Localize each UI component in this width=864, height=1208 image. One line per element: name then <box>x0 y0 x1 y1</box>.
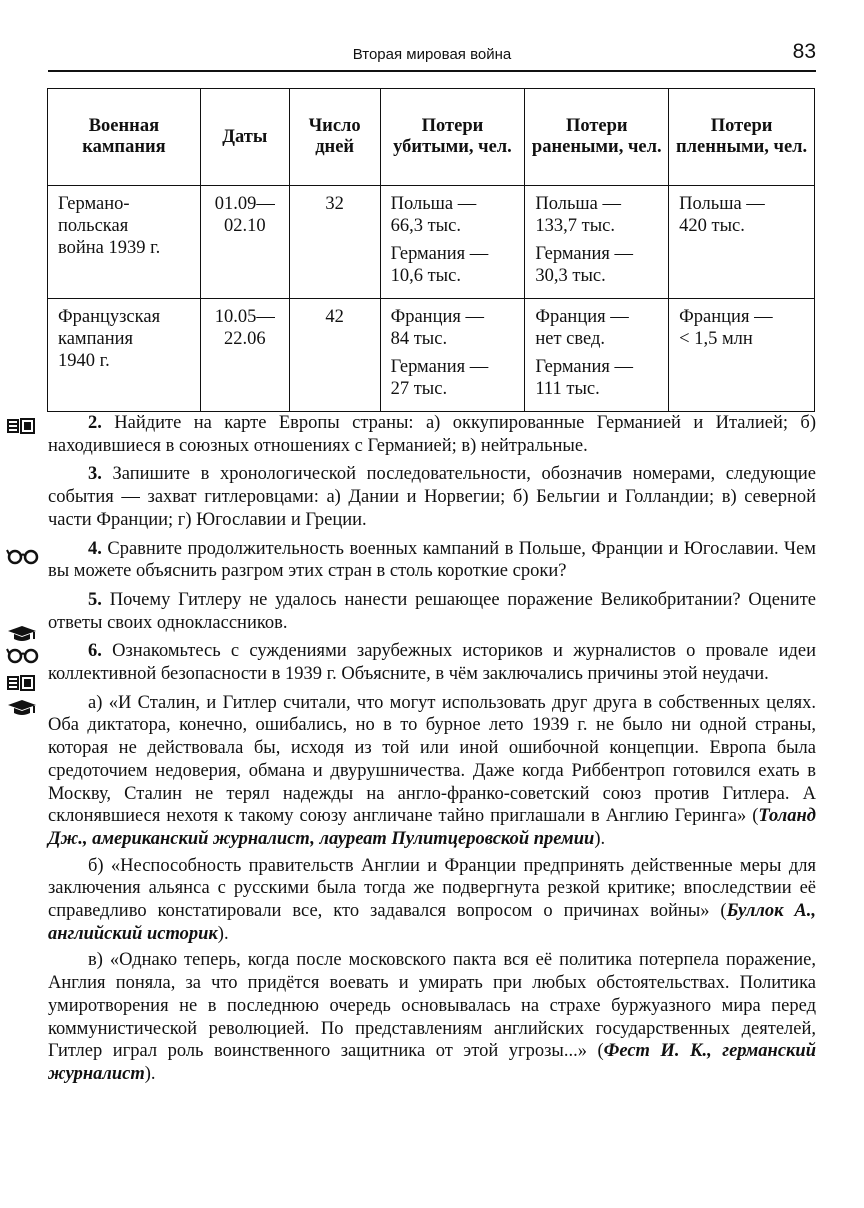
book-map-icon <box>6 416 40 436</box>
quote-text: в) «Однако теперь, когда после московского пакта вся её политика потерпела поражение, Англия поняла, за что придётся воевать и умирать при любых обстоятельствах. Политика умиротворения не в последнюю очередь основывалась на страхе буржуазного мира перед коммунистической революцией. По представлениям английских государственных деятелей, Гитлер играл роль воинственного защитника от этой угрозы...» ( <box>48 950 816 1062</box>
running-title: Вторая мировая война <box>352 46 512 63</box>
cell-text: 22.06 <box>223 329 266 349</box>
killed-cell <box>380 299 525 412</box>
captured-cell <box>669 299 815 412</box>
glasses-icon <box>6 547 40 567</box>
column-header: Потери убитыми, чел. <box>380 89 525 186</box>
quote <box>48 692 816 851</box>
cell-text: Франция — <box>679 307 773 327</box>
cell-text: 111 тыс. <box>535 379 600 399</box>
quote <box>48 949 816 1085</box>
graduation-cap-icon <box>6 698 40 718</box>
cell-text: Франция — <box>390 307 485 327</box>
column-header: Даты <box>200 89 289 186</box>
question-text: Запишите в хронологической последовательности, обозначив номерами, следующие события — захват гитлеровцами: а) Дании и Норвегии; б) Бельгии и Голландии; в) северной части Франции; г) Югославии и Греции. <box>48 464 817 530</box>
cell-text: 10,6 тыс. <box>390 266 461 286</box>
column-header: Потери пленными, чел. <box>669 89 815 186</box>
dates-cell <box>200 186 289 299</box>
quote-end: ). <box>217 923 229 944</box>
question-number: 3. <box>88 464 102 485</box>
cell-text: польская <box>58 216 129 236</box>
table-row <box>48 299 815 412</box>
cell-text: нет свед. <box>535 329 606 349</box>
question <box>48 463 816 531</box>
question-number: 4. <box>88 538 102 559</box>
book-map-icon <box>6 673 40 693</box>
question <box>48 640 816 685</box>
days-cell: 32 <box>289 186 380 299</box>
question-text: Найдите на карте Европы страны: а) оккупированные Германией и Италией; б) находившиеся в союзных отношениях с Германией; в) нейтральные. <box>48 413 816 456</box>
cell-text: 420 тыс. <box>679 216 745 236</box>
days-cell: 42 <box>289 299 380 412</box>
quote-text: б) «Неспособность правительств Англии и Франции предпринять действенные меры для заключения альянса с русскими была тогда же подвергнута резкой критике; впоследствии её справедливо констатировали все, кто задавался вопросом о причинах войны» ( <box>48 855 816 922</box>
quote <box>48 855 816 946</box>
question <box>48 538 816 583</box>
question <box>48 412 816 457</box>
question-text: Сравните продолжительность военных кампаний в Польше, Франции и Югославии. Чем вы можете объяснить разгром этих стран в столь короткие сроки? <box>48 538 817 582</box>
page-header <box>48 40 816 72</box>
column-header: Потери ранеными, чел. <box>525 89 669 186</box>
question-text: Ознакомьтесь с суждениями зарубежных историков и журналистов о провале идеи коллективной безопасности в 1939 г. Объясните, в чём заключались причины этой неудачи. <box>48 641 817 685</box>
cell-text: < 1,5 млн <box>679 329 753 349</box>
cell-text: 84 тыс. <box>390 329 448 349</box>
killed-cell <box>380 186 525 299</box>
cell-text: 10.05— <box>214 307 275 327</box>
cell-text: 133,7 тыс. <box>535 216 615 236</box>
quote-end: ). <box>144 1063 156 1084</box>
cell-text: 01.09— <box>214 194 275 214</box>
campaign-cell <box>48 186 201 299</box>
captured-cell <box>669 186 815 299</box>
wounded-cell <box>525 186 669 299</box>
question <box>48 589 816 634</box>
question-number: 6. <box>88 641 102 662</box>
page-number: 83 <box>792 40 816 63</box>
glasses-icon <box>6 646 40 666</box>
body-text <box>48 412 816 1090</box>
cell-text: Польша — <box>390 194 477 214</box>
quote-source: Буллок А., английский историк <box>48 901 816 944</box>
cell-text: Польша — <box>679 194 765 214</box>
cell-text: Франция — <box>535 307 629 327</box>
cell-text: Германия — <box>390 244 489 264</box>
question-number: 5. <box>88 589 102 610</box>
quote-text: а) «И Сталин, и Гитлер считали, что могут использовать друг друга в собственных целях. Оба диктатора, конечно, ошибались, но в то бурное лето 1939 г. не было ни одной страны, которая не действовала бы, исходя из той или иной ошибочной концепции. Европа была средоточием недоверия, обмана и двурушничества. Даже когда Риббентроп готовился ехать в Москву, Сталин не терял надежды на англо-франко-советский союз против Гитлера. А склонявшиеся нехотя к такому союзу англичане тайно приглашали в Англию Геринга» ( <box>48 692 816 827</box>
cell-text: 02.10 <box>223 216 266 236</box>
cell-text: война 1939 г. <box>58 238 161 258</box>
cell-text: 27 тыс. <box>390 379 448 399</box>
cell-text: кампания <box>58 329 134 349</box>
table-header-row <box>48 89 815 186</box>
losses-table <box>47 88 815 412</box>
column-header: Военная кампания <box>48 89 201 186</box>
cell-text: Германо- <box>58 194 130 214</box>
cell-text: Французская <box>58 307 161 327</box>
quote-source: Фест И. К., германский журналист <box>48 1041 816 1084</box>
table-row <box>48 186 815 299</box>
wounded-cell <box>525 299 669 412</box>
cell-text: 1940 г. <box>58 351 110 371</box>
cell-text: Германия — <box>535 244 634 264</box>
question-number: 2. <box>88 413 102 433</box>
column-header: Число дней <box>289 89 380 186</box>
cell-text: Германия — <box>390 357 489 377</box>
cell-text: 66,3 тыс. <box>390 216 461 236</box>
cell-text: 30,3 тыс. <box>535 266 606 286</box>
question-text: Почему Гитлеру не удалось нанести решающее поражение Великобритании? Оцените ответы своих одноклассников. <box>48 589 816 633</box>
graduation-cap-icon <box>6 624 40 644</box>
cell-text: Германия — <box>535 357 634 377</box>
campaign-cell <box>48 299 201 412</box>
quote-source: Толанд Дж., американский журналист, лауреат Пулитцеровской премии <box>48 806 816 849</box>
quote-end: ). <box>594 828 606 849</box>
cell-text: Польша — <box>535 194 621 214</box>
dates-cell <box>200 299 289 412</box>
